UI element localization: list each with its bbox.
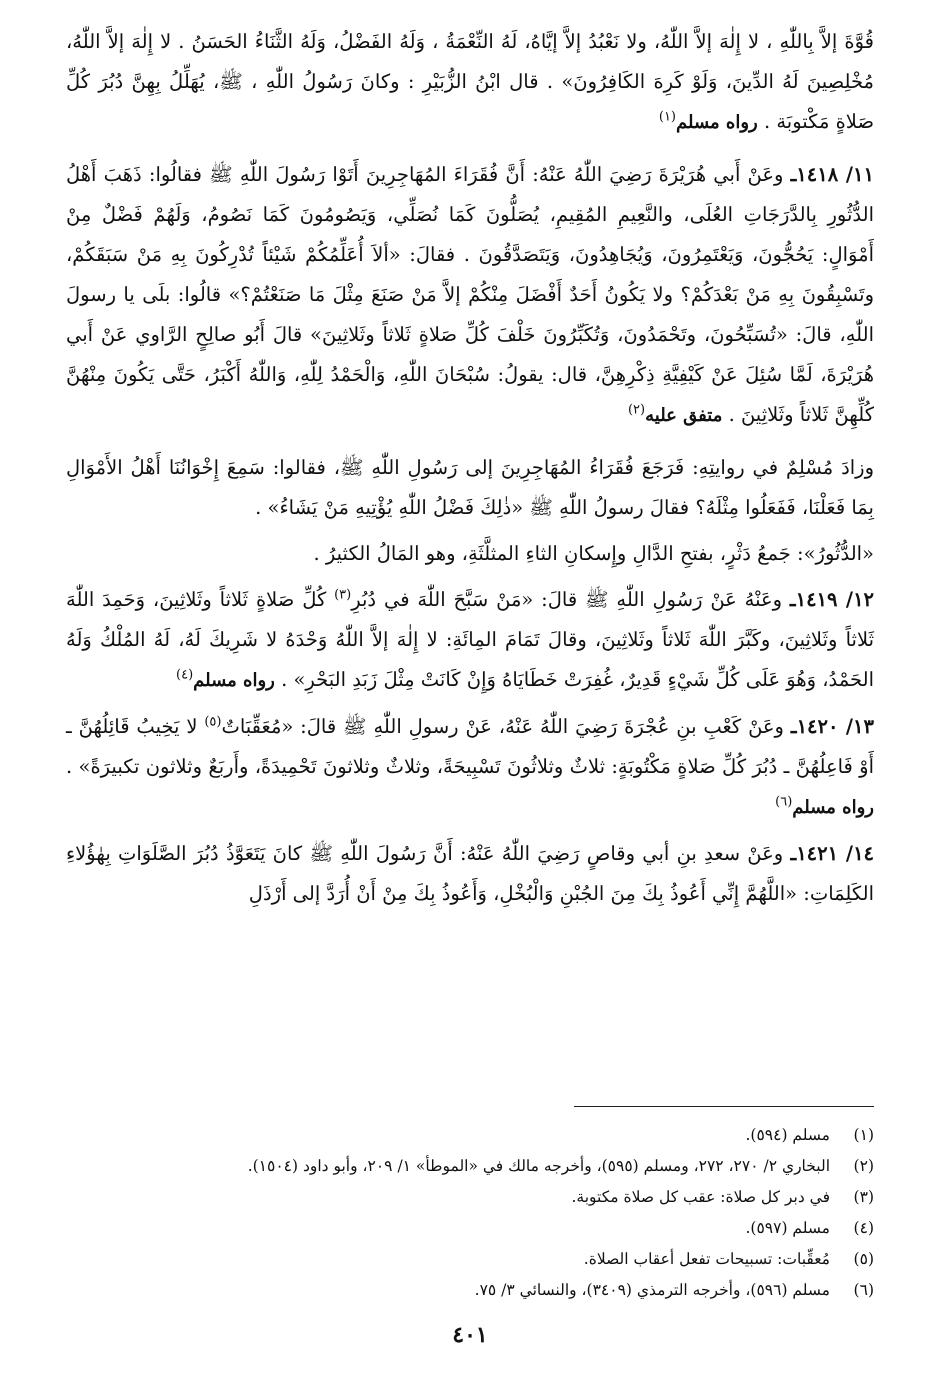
source-citation: رواه مسلم	[193, 670, 275, 691]
hadith-1418	[66, 155, 874, 436]
paragraph-continuation	[66, 22, 874, 143]
hadith-number: ١٣/ ١٤٢٠ـ	[790, 715, 874, 738]
source-citation: رواه مسلم	[676, 112, 758, 133]
hadith-text: وعَنْ سعدِ بنِ أبي وقاصٍ رَضِيَ اللّٰهُ عَنْهُ: أَنَّ رَسُولَ اللّٰهِ ﷺ كانَ يَتَعَوَّذُ دُبُرَ الصَّلَوَاتِ بِهٰؤُلاءِ الكَلِمَاتِ: «اللَّهُمَّ إِنِّي أَعُوذُ بِكَ مِنَ الجُبْنِ وَالْبُخْلِ، وَأَعُوذُ بِكَ مِنْ أَنْ أُرَدَّ إلى أَرْذَلِ	[66, 842, 874, 905]
book-page	[66, 22, 874, 1362]
hadith-1421	[66, 834, 874, 914]
footnote-ref: (١)	[658, 109, 676, 125]
footnote-ref: (٥)	[204, 714, 222, 730]
footnote-text: مُعقِّبات: تسبيحات تفعل أعقاب الصلاة.	[583, 1250, 830, 1268]
hadith-1420	[66, 707, 874, 828]
footnote-divider	[574, 1106, 874, 1107]
footnote-item	[66, 1244, 874, 1275]
page-number: ٤٠١	[452, 1322, 488, 1348]
paragraph-text: وزادَ مُسْلِمٌ في روايتِهِ: فَرَجَعَ فُقَرَاءُ المُهَاجِرِينَ إلى رَسُولِ اللّٰهِ ﷺ، فقالوا: سَمِعَ إِخْوَانُنَا أَهْلُ الأَمْوَالِ بِمَا فَعَلْنَا، فَفَعَلُوا مِثْلَهُ؟ فقالَ رسولُ اللّٰهِ ﷺ «ذٰلِكَ فَضْلُ اللّٰهِ يُؤْتِيهِ مَنْ يَشَاءُ» .	[66, 456, 874, 519]
footnote-ref: (٦)	[775, 794, 793, 810]
footnote-ref: (٣)	[334, 587, 352, 603]
footnote-item	[66, 1151, 874, 1182]
footnote-ref: (٤)	[176, 667, 194, 683]
hadith-number: ١٤/ ١٤٢١ـ	[790, 842, 875, 865]
source-citation: رواه مسلم	[792, 797, 874, 818]
muslim-addition	[66, 448, 874, 528]
paragraph-text: «الدُّثُورُ»: جَمعُ دَثْرٍ، بفتحِ الدَّالِ وإِسكانِ الثاءِ المثلَّثَةِ، وهو المَالُ الكثيرُ .	[313, 542, 874, 565]
hadith-text: وعَنْ كَعْبِ بنِ عُجْرَةَ رَضِيَ اللّٰهُ عَنْهُ، عَنْ رسولِ اللّٰهِ ﷺ قالَ: «مُعَقِّبَاتٌ	[221, 715, 784, 738]
source-citation: متفق عليه	[645, 405, 723, 426]
footnote-item	[66, 1182, 874, 1213]
hadith-1419	[66, 580, 874, 701]
footnote-item	[66, 1275, 874, 1306]
footnote-number: (٣)	[853, 1188, 874, 1206]
footnote-text: في دبر كل صلاة: عقب كل صلاة مكتوبة.	[571, 1188, 830, 1206]
footnote-ref: (٢)	[627, 402, 646, 418]
footnote-number: (١)	[853, 1126, 874, 1144]
hadith-number: ١١/ ١٤١٨ـ	[790, 163, 874, 186]
footnote-text: مسلم (٥٩٦)، وأخرجه الترمذي (٣٤٠٩)، والنسائي ٣/ ٧٥.	[474, 1281, 830, 1299]
hadith-text: وعَنْ أَبي هُرَيْرَةَ رَضِيَ اللّٰهُ عَنْهُ: أَنَّ فُقَرَاءَ المُهَاجِرِينَ أَتَوْا رَسُولَ اللّٰهِ ﷺ فقالُوا: ذَهَبَ أَهْلُ الدُّثُورِ بِالدَّرَجَاتِ العُلَى، والنَّعِيمِ المُقِيمِ، يُصَلُّونَ كَمَا نُصَلِّي، وَيَصُومُونَ كَمَا نَصُومُ، وَلَهُمْ فَضْلٌ مِنْ أَمْوَالٍ: يَحُجُّونَ، وَيَعْتَمِرُونَ، وَيُجَاهِدُونَ، وَيَتَصَدَّقُونَ . فقالَ: «ألاَ أُعَلِّمُكُمْ شَيْئاً تُدْرِكُونَ بِهِ مَنْ سَبَقَكُمْ، وتَسْبِقُونَ بِهِ مَنْ بَعْدَكُمْ؟ ولا يَكُونُ أَحَدٌ أَفْضَلَ مِنْكُمْ إلاَّ مَنْ صَنَعَ مِثْلَ مَا صَنَعْتُمْ؟» قالُوا: بلَى يا رسولَ اللّٰهِ، قالَ: «تُسَبِّحُونَ، وتَحْمَدُونَ، وَتُكَبِّرُونَ خَلْفَ كُلِّ صَلاةٍ ثَلاثاً وثَلاثِينَ» قالَ أَبُو صالِحٍ الرَّاوي عَنْ أَبي هُرَيْرَةَ، لَمَّا سُئِلَ عَنْ كَيْفِيَّةِ ذِكْرِهِنَّ، قال: يقولُ: سُبْحَانَ اللّٰهِ، وَالْحَمْدُ لِلّٰهِ، وَاللّٰهُ أَكْبَرُ، حَتَّى يَكُونَ مِنْهُنَّ كُلِّهِنَّ ثَلاثاً وثَلاثِينَ .	[66, 163, 874, 426]
footnotes	[66, 1120, 874, 1306]
hadith-text: كُلِّ صَلاةٍ ثَلاثاً وثَلاثِينَ، وَحَمِدَ اللّٰهَ ثَلاثاً وثَلاثِينَ، وكَبَّرَ اللّٰهَ ثَلاثاً وثَلاثِينَ، وقالَ تَمَامَ المِائَةِ: لا إِلٰهَ إلاَّ اللّٰهُ وَحْدَهُ لا شَرِيكَ لَهُ، لَهُ المُلْكُ وَلَهُ الحَمْدُ، وَهُوَ عَلَى كُلِّ شَيْءٍ قَدِيرٌ، غُفِرَتْ خَطَايَاهُ وَإِنْ كَانَتْ مِثْلَ زَبَدِ البَحْرِ» .	[66, 588, 875, 691]
footnote-number: (٦)	[853, 1281, 874, 1299]
footnote-text: مسلم (٥٩٤).	[745, 1126, 830, 1144]
hadith-text: لا يَخِيبُ قَائِلُهُنَّ ـ أَوْ فَاعِلُهُنَّ ـ دُبُرَ كُلِّ صَلاةٍ مَكْتُوبَةٍ: ثلاثٌ وثلاثُونَ تَسْبِيحَةً، وثلاثٌ وثلاثونَ تَحْمِيدَةً، وأَربَعٌ وثلاثون تكبيرَةً» .	[66, 715, 874, 778]
hadith-text: وعَنْهُ عَنْ رَسُولِ اللّٰهِ ﷺ قالَ: «مَنْ سَبَّحَ اللّٰهَ في دُبُرِ	[351, 588, 783, 611]
footnote-item	[66, 1213, 874, 1244]
footnote-number: (٤)	[853, 1219, 874, 1237]
footnote-text: مسلم (٥٩٧).	[745, 1219, 830, 1237]
footnote-number: (٢)	[853, 1157, 874, 1175]
footnote-item	[66, 1120, 874, 1151]
paragraph-text: قُوَّةَ إلاَّ بِاللّٰهِ ، لا إِلٰهَ إلاَّ اللّٰهُ، ولا نَعْبُدُ إلاَّ إيَّاهُ، لَهُ النِّعْمَةُ ، وَلَهُ الفَضْلُ، وَلَهُ الثَّنَاءُ الحَسَنُ . لا إِلٰهَ إلاَّ اللّٰهُ، مُخْلِصِينَ لَهُ الدِّينَ، وَلَوْ كَرِهَ الكَافِرُونَ» . قال ابْنُ الزُّبَيْرِ : وكانَ رَسُولُ اللّٰهِ ، ﷺ، يُهَلِّلُ بِهِنَّ دُبُرَ كُلِّ صَلاةٍ مَكْتوبَة .	[66, 30, 874, 133]
hadith-number: ١٢/ ١٤١٩ـ	[789, 588, 875, 611]
footnote-number: (٥)	[853, 1250, 874, 1268]
word-explanation	[66, 534, 874, 574]
footnote-text: البخاري ٢/ ٢٧٠، ٢٧٢، ومسلم (٥٩٥)، وأخرجه مالك في «الموطأ» ١/ ٢٠٩، وأبو داود (١٥٠٤).	[247, 1157, 830, 1175]
